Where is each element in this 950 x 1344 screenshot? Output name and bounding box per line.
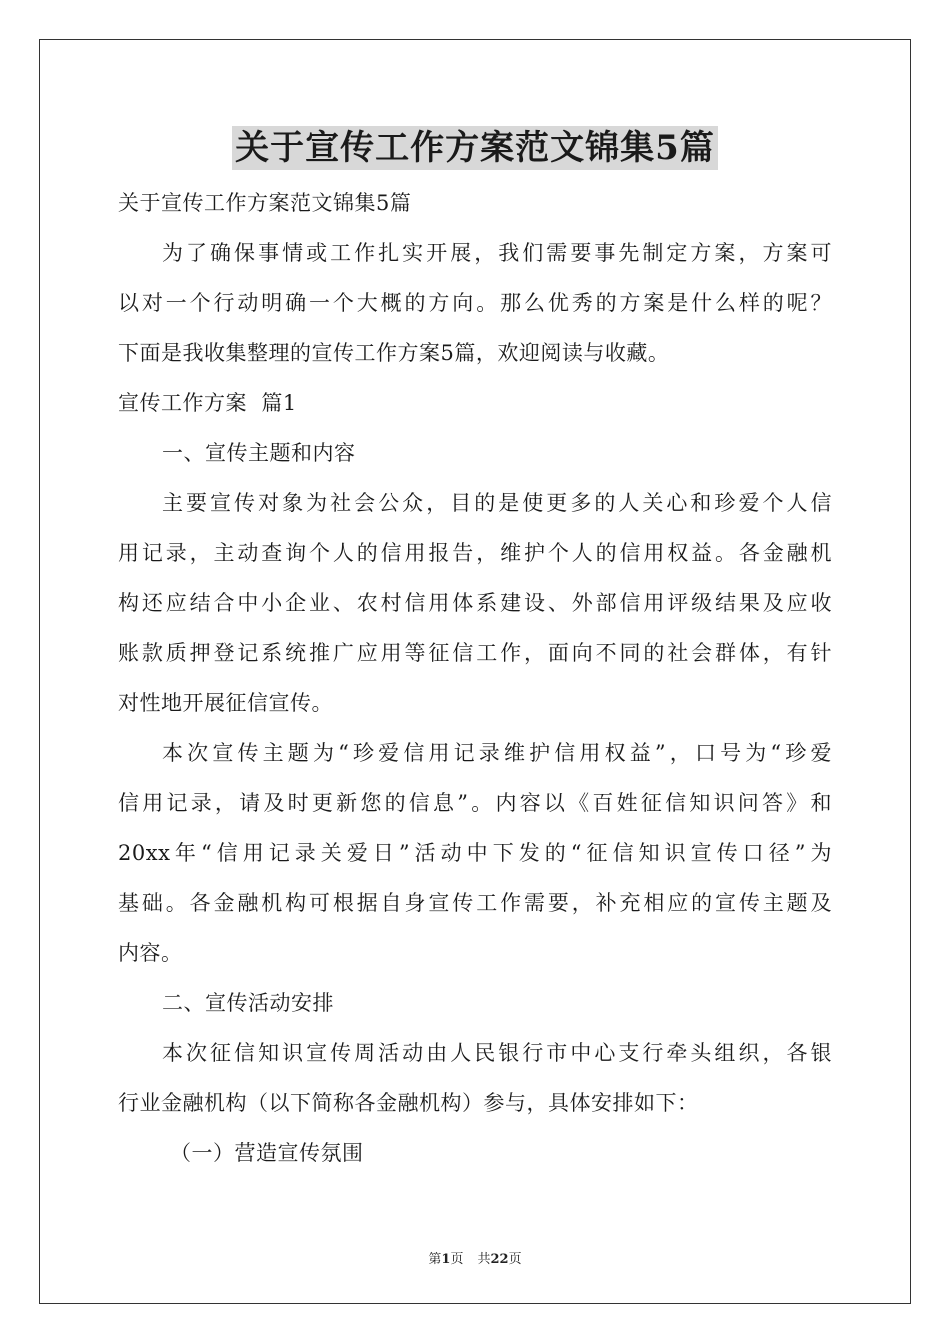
paragraph-line: 构还应结合中小企业、农村信用体系建设、外部信用评级结果及应收 [118,591,832,615]
paragraph-line: 下面是我收集整理的宣传工作方案5篇，欢迎阅读与收藏。 [118,341,670,365]
paragraph-line: 内容。 [118,941,183,965]
paragraph-line: 以对一个行动明确一个大概的方向。那么优秀的方案是什么样的呢？ [118,291,832,315]
footer-total-prefix: 共 [477,1252,491,1267]
document-title: 关于宣传工作方案范文锦集5篇 [232,126,718,170]
paragraph-line: 为了确保事情或工作扎实开展，我们需要事先制定方案，方案可 [162,241,832,265]
footer-page-current: 1 [441,1252,451,1267]
paragraph-line: 信用记录，请及时更新您的信息”。内容以《百姓征信知识问答》和 [118,791,832,815]
sub-heading: 一、宣传主题和内容 [162,441,356,465]
paragraph-line: 对性地开展征信宣传。 [118,691,333,715]
paragraph-line: 用记录，主动查询个人的信用报告，维护个人的信用权益。各金融机 [118,541,832,565]
paragraph-line: 20xx年“信用记录关爱日”活动中下发的“征信知识宣传口径”为 [118,841,832,865]
paragraph-line: 基础。各金融机构可根据自身宣传工作需要，补充相应的宣传主题及 [118,891,832,915]
subtitle-line: 关于宣传工作方案范文锦集5篇 [118,191,412,215]
paragraph-line: 本次宣传主题为“珍爱信用记录维护信用权益”，口号为“珍爱 [162,741,832,765]
sub-heading: （一）营造宣传氛围 [170,1141,364,1165]
page-footer [0,1248,950,1267]
paragraph-line: 本次征信知识宣传周活动由人民银行市中心支行牵头组织，各银 [162,1041,832,1065]
document-body [118,178,832,1178]
paragraph-line: 账款质押登记系统推广应用等征信工作，面向不同的社会群体，有针 [118,641,832,665]
section-heading: 宣传工作方案 篇1 [118,391,297,415]
paragraph-line: 行业金融机构（以下简称各金融机构）参与，具体安排如下： [118,1091,699,1115]
footer-page-prefix: 第 [428,1252,442,1267]
footer-page-total: 22 [490,1252,509,1267]
sub-heading: 二、宣传活动安排 [162,991,334,1015]
footer-page-suffix: 页 [450,1252,464,1267]
title-area [0,126,950,170]
footer-total-suffix: 页 [508,1252,522,1267]
paragraph-line: 主要宣传对象为社会公众，目的是使更多的人关心和珍爱个人信 [162,491,832,515]
